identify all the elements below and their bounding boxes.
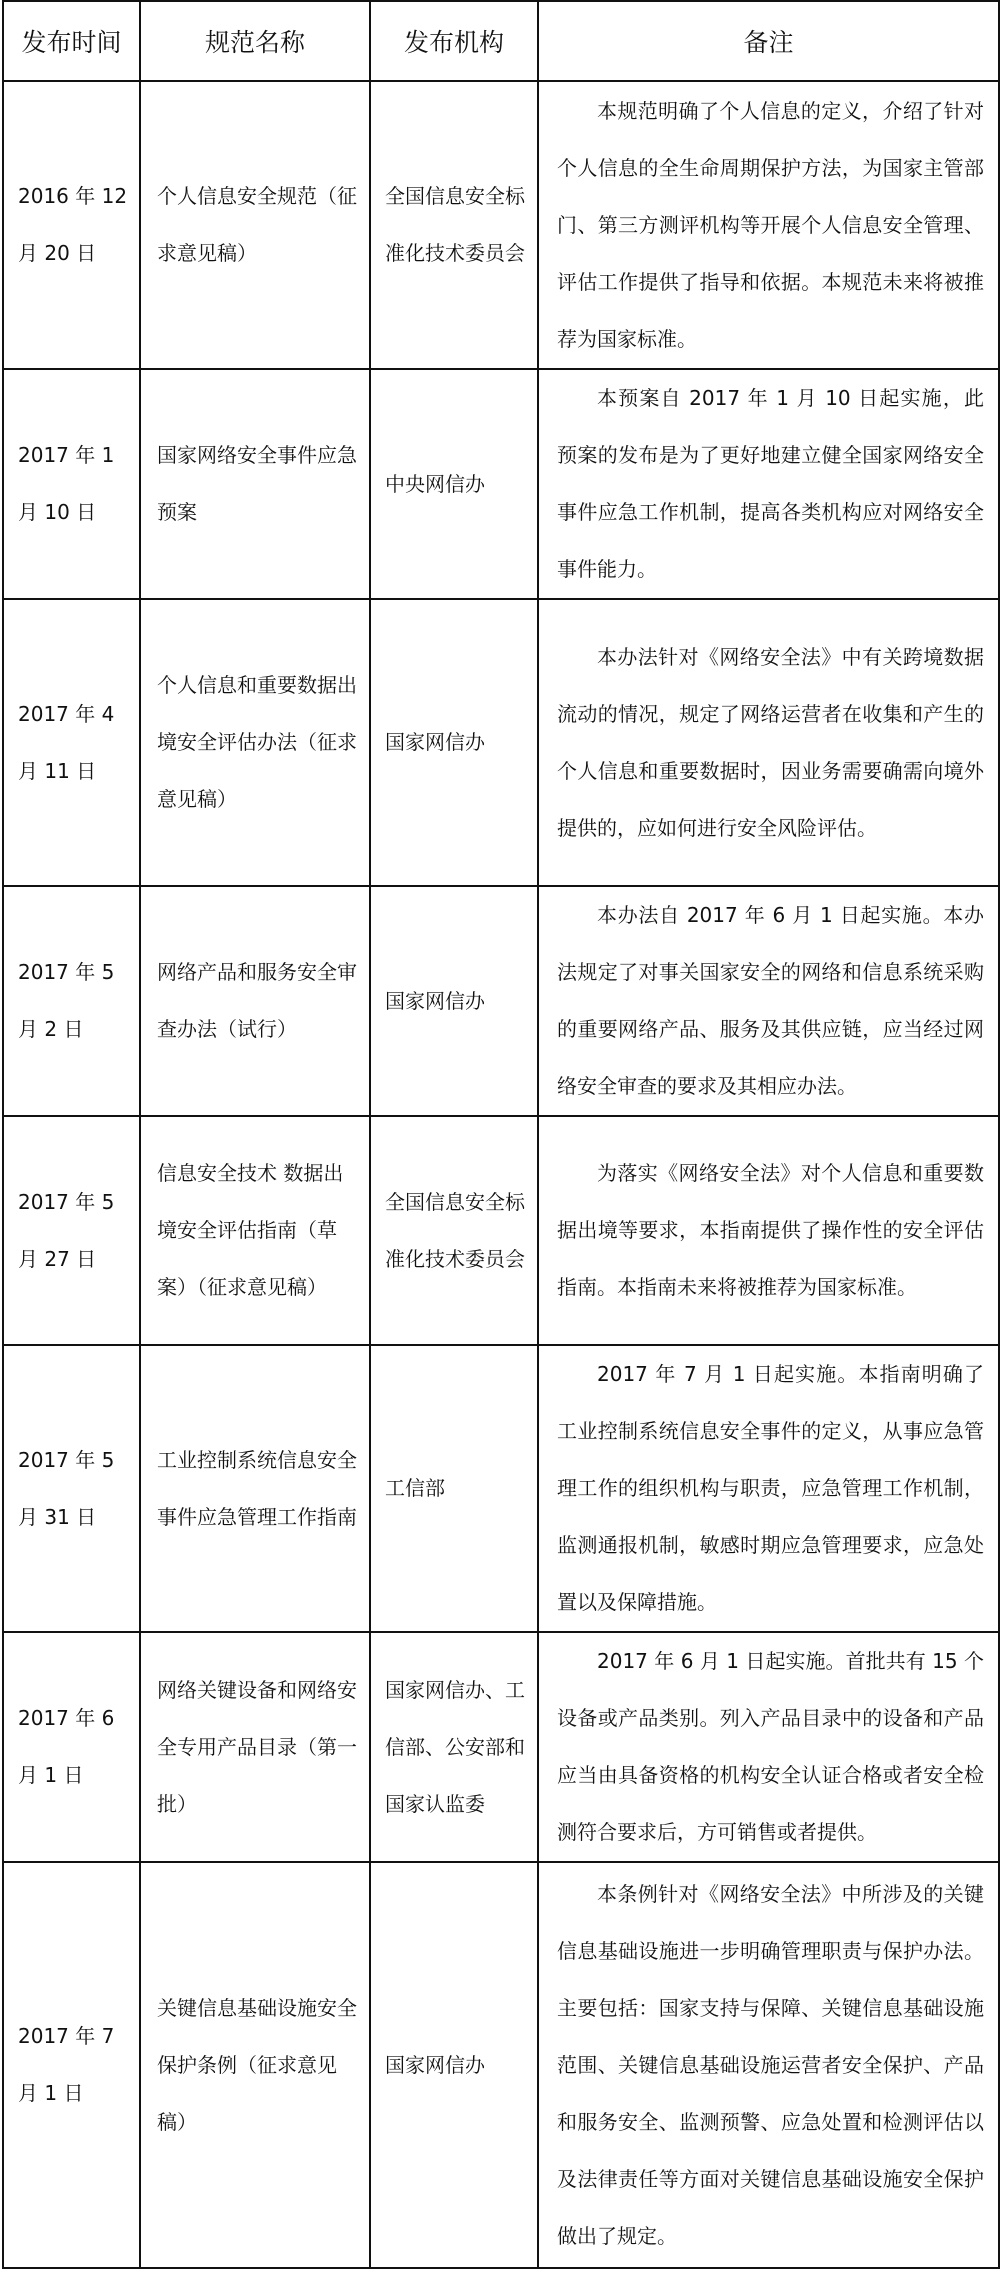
row-org: 全国信息安全标准化技术委员会: [370, 1116, 538, 1345]
row-date: 2017 年 7 月 1 日: [3, 1862, 140, 2268]
row-note: [538, 1862, 999, 2268]
row-name: 工业控制系统信息安全事件应急管理工作指南: [140, 1345, 370, 1632]
row-date: 2017 年 4 月 11 日: [3, 599, 140, 886]
table-row: [3, 81, 999, 369]
row-date: 2016 年 12 月 20 日: [3, 81, 140, 369]
table-row: [3, 886, 999, 1116]
table-row: [3, 1116, 999, 1345]
row-note: [538, 1116, 999, 1345]
table-row: [3, 1632, 999, 1862]
row-note-text: 本预案自 2017 年 1 月 10 日起实施，此预案的发布是为了更好地建立健全国家网络安全事件应急工作机制，提高各类机构应对网络安全事件能力。: [557, 386, 984, 581]
row-note: [538, 1632, 999, 1862]
row-name: 网络产品和服务安全审查办法（试行）: [140, 886, 370, 1116]
row-name: 个人信息安全规范（征求意见稿）: [140, 81, 370, 369]
row-org: 国家网信办、工信部、公安部和国家认监委: [370, 1632, 538, 1862]
table-header-row: [3, 1, 999, 81]
table-row: [3, 1862, 999, 2268]
row-date: 2017 年 5 月 2 日: [3, 886, 140, 1116]
row-note-text: 本办法针对《网络安全法》中有关跨境数据流动的情况，规定了网络运营者在收集和产生的个人信息和重要数据时，因业务需要确需向境外提供的，应如何进行安全风险评估。: [557, 644, 984, 840]
row-note-text: 本条例针对《网络安全法》中所涉及的关键信息基础设施进一步明确管理职责与保护办法。主要包括：国家支持与保障、关键信息基础设施范围、关键信息基础设施运营者安全保护、产品和服务安全、监测预警、应急处置和检测评估以及法律责任等方面对关键信息基础设施安全保护做出了规定。: [557, 1881, 984, 2248]
row-org: 国家网信办: [370, 1862, 538, 2268]
row-note: [538, 886, 999, 1116]
row-note: [538, 599, 999, 886]
row-name: 关键信息基础设施安全保护条例（征求意见稿）: [140, 1862, 370, 2268]
row-note: [538, 369, 999, 599]
table-row: [3, 369, 999, 599]
row-note-text: 2017 年 7 月 1 日起实施。本指南明确了工业控制系统信息安全事件的定义，从事应急管理工作的组织机构与职责，应急管理工作机制，监测通报机制，敏感时期应急管理要求，应急处置以及保障措施。: [557, 1362, 984, 1614]
header-name: 规范名称: [140, 1, 370, 81]
row-note-text: 2017 年 6 月 1 日起实施。首批共有 15 个设备或产品类别。列入产品目录中的设备和产品应当由具备资格的机构安全认证合格或者安全检测符合要求后，方可销售或者提供。: [557, 1649, 984, 1844]
row-org: 中央网信办: [370, 369, 538, 599]
row-note: [538, 81, 999, 369]
row-org: 国家网信办: [370, 886, 538, 1116]
row-org: 全国信息安全标准化技术委员会: [370, 81, 538, 369]
header-note: 备注: [538, 1, 999, 81]
row-date: 2017 年 1 月 10 日: [3, 369, 140, 599]
row-date: 2017 年 5 月 27 日: [3, 1116, 140, 1345]
header-org: 发布机构: [370, 1, 538, 81]
row-org: 工信部: [370, 1345, 538, 1632]
row-date: 2017 年 5 月 31 日: [3, 1345, 140, 1632]
row-name: 国家网络安全事件应急预案: [140, 369, 370, 599]
row-note-text: 为落实《网络安全法》对个人信息和重要数据出境等要求，本指南提供了操作性的安全评估指南。本指南未来将被推荐为国家标准。: [557, 1161, 984, 1299]
row-name: 个人信息和重要数据出境安全评估办法（征求意见稿）: [140, 599, 370, 886]
row-name: 网络关键设备和网络安全专用产品目录（第一批）: [140, 1632, 370, 1862]
row-note-text: 本规范明确了个人信息的定义，介绍了针对个人信息的全生命周期保护方法，为国家主管部门、第三方测评机构等开展个人信息安全管理、评估工作提供了指导和依据。本规范未来将被推荐为国家标准。: [557, 98, 984, 351]
row-date: 2017 年 6 月 1 日: [3, 1632, 140, 1862]
row-note-text: 本办法自 2017 年 6 月 1 日起实施。本办法规定了对事关国家安全的网络和信息系统采购的重要网络产品、服务及其供应链，应当经过网络安全审查的要求及其相应办法。: [557, 903, 984, 1098]
row-org: 国家网信办: [370, 599, 538, 886]
table-row: [3, 1345, 999, 1632]
row-note: [538, 1345, 999, 1632]
regulations-table: [2, 0, 1000, 2269]
row-name: 信息安全技术 数据出境安全评估指南（草案）（征求意见稿）: [140, 1116, 370, 1345]
header-date: 发布时间: [3, 1, 140, 81]
table-row: [3, 599, 999, 886]
